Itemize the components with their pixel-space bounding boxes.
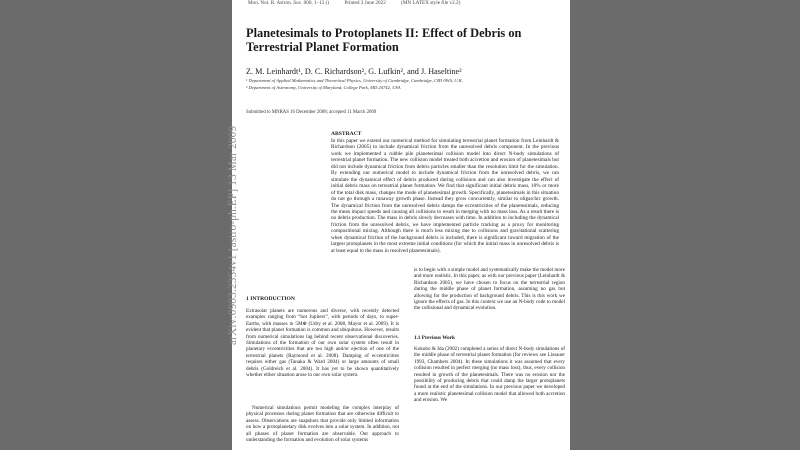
intro-paragraph-1: Extrasolar planets are numerous and diverse, with recently detected examples ranging from “hot Jupiters”, with periods of days, to super-Earths, with masses ≳ 5M⊕ (Udry et al. 2008, Mayor et al. 2009). It is evident that planet formation is common and ubiquitous. However, results from numerical simulations lag behind recent observational discoveries. Simulations of the formation of our own solar system often result in planetary eccentricities that are too high and/or ejection of one of the terrestrial planets (Raymond et al. 2008). Damping of eccentricities requires either gas (Tanaka & Ward 2004) or large amounts of small debris (Goldreich et al. 2004). It has yet to be shown quantitatively whether either situation arose in our own solar system.: [246, 308, 399, 379]
right-paragraph-1: is to begin with a simple model and systematically make the model more and more realistic. In this paper, as with our previous paper (Leinhardt & Richardson 2005), we have chosen to focus on the terrestrial region during the middle phase of planet formation, assuming no gas but allowing for the production of background debris. This is this work we ignore the effects of gas. In this context we use an N-body code to model the collisional and dynamical evolution.: [414, 267, 565, 312]
left-column: [246, 296, 399, 450]
author-list: Z. M. Leinhardt¹, D. C. Richardson², G. Lufkin², and J. Haseltine²: [246, 67, 462, 76]
abstract-text: In this paper we extend our numerical method for simulating terrestrial planet formation from Leinhardt & Richardson (2005) to include dynamical friction from the unresolved debris component. In the previous work we implemented a rubble pile planetesimal collision model into direct N-body simulations of terrestrial planet formation. The new collision model treated both accretion and erosion of planetesimals but did not include dynamical friction from debris particles smaller than the resolution limit for the simulation. By extending our numerical model to include dynamical friction from the unresolved debris, we can simulate the dynamical effect of debris produced during collisions and can also investigate the effect of initial debris mass on terrestrial planet formation. We find that significant initial debris mass, 10% or more of the total disk mass, changes the mode of planetesimal growth. Specifically, planetesimals in this situation do not go through a runaway growth phase. Instead they grow concurrently, similar to oligarchic growth. The dynamical friction from the unresolved debris damps the eccentricities of the planetesimals, reducing the mean impact speeds and causing all collisions to result in merging with no mass loss. As a result there is no debris production. The mass in debris slowly decreases with time. In addition to including the dynamical friction from the unresolved debris, we have implemented particle tracking as a proxy for monitoring compositional mixing. Although there is much less mixing due to collisions and gravitational scattering when dynamical friction of the background debris is included, there is significant inward migration of the largest protoplanets in the most extreme initial conditions (for which the initial mass in unresolved debris is at least equal to the mass in resolved planetesimals).: [331, 138, 559, 254]
journal-citation: Mon. Not. R. Astron. Soc. 000, 1–13 (): [248, 0, 330, 6]
printed-date: Printed 3 June 2022: [344, 0, 386, 6]
style-file-note: (MN LATEX style file v2.2): [401, 0, 461, 6]
right-column: [414, 267, 565, 443]
intro-paragraph-2: Numerical simulations permit modeling the complex interplay of physical processes during planet formation that are otherwise difficult to assess. Observations are snapshots that provide only limited information on how a protoplanetary disk evolves into a solar system. In addition, not all phases of planet formation are observable. Our approach to understanding the formation and evolution of solar systems: [246, 405, 399, 444]
affiliation-2: ² Department of Astronomy, University of Maryland, College Park, MD 20742, USA: [246, 85, 401, 90]
previous-work-paragraph: Kokubo & Ida (2002) completed a series of direct N-body simulations of the middle phase of terrestrial planet formation (for reviews see Lissauer 1993, Chambers 2004). In these simulations it was assumed that every collision resulted in perfect merging (no mass loss), thus, every collision resulted in growth of the planetesimals. There was no erosion nor the possibility of producing debris that could damp the larger protoplanets found at the end of the simulations. In our previous paper we developed a more realistic planetesimal collision model that allowed both accretion and erosion. We: [414, 346, 565, 404]
abstract-heading: ABSTRACT: [331, 131, 362, 137]
paper-title: Planetesimals to Protoplanets II: Effect of Debris on Terrestrial Planet Formation: [246, 26, 522, 54]
arxiv-identifier-stamp: arXiv:0903.2354v1 [astro-ph.EP] 13 Mar 2009: [227, 125, 239, 345]
section-heading-introduction: 1 INTRODUCTION: [246, 296, 295, 302]
abstract-block: [331, 131, 559, 283]
subsection-heading-previous-work: 1.1 Previous Work: [414, 335, 455, 341]
affiliation-1: ¹ Department of Applied Mathematics and Theoretical Physics, University of Cambridge, Cambridge, CB3 0WA, U.K.: [246, 78, 463, 83]
submission-note: Submitted to MNRAS 16 December 2008; accepted 11 March 2009: [246, 110, 377, 115]
running-header: [248, 0, 570, 6]
paper-page: [232, 0, 570, 450]
